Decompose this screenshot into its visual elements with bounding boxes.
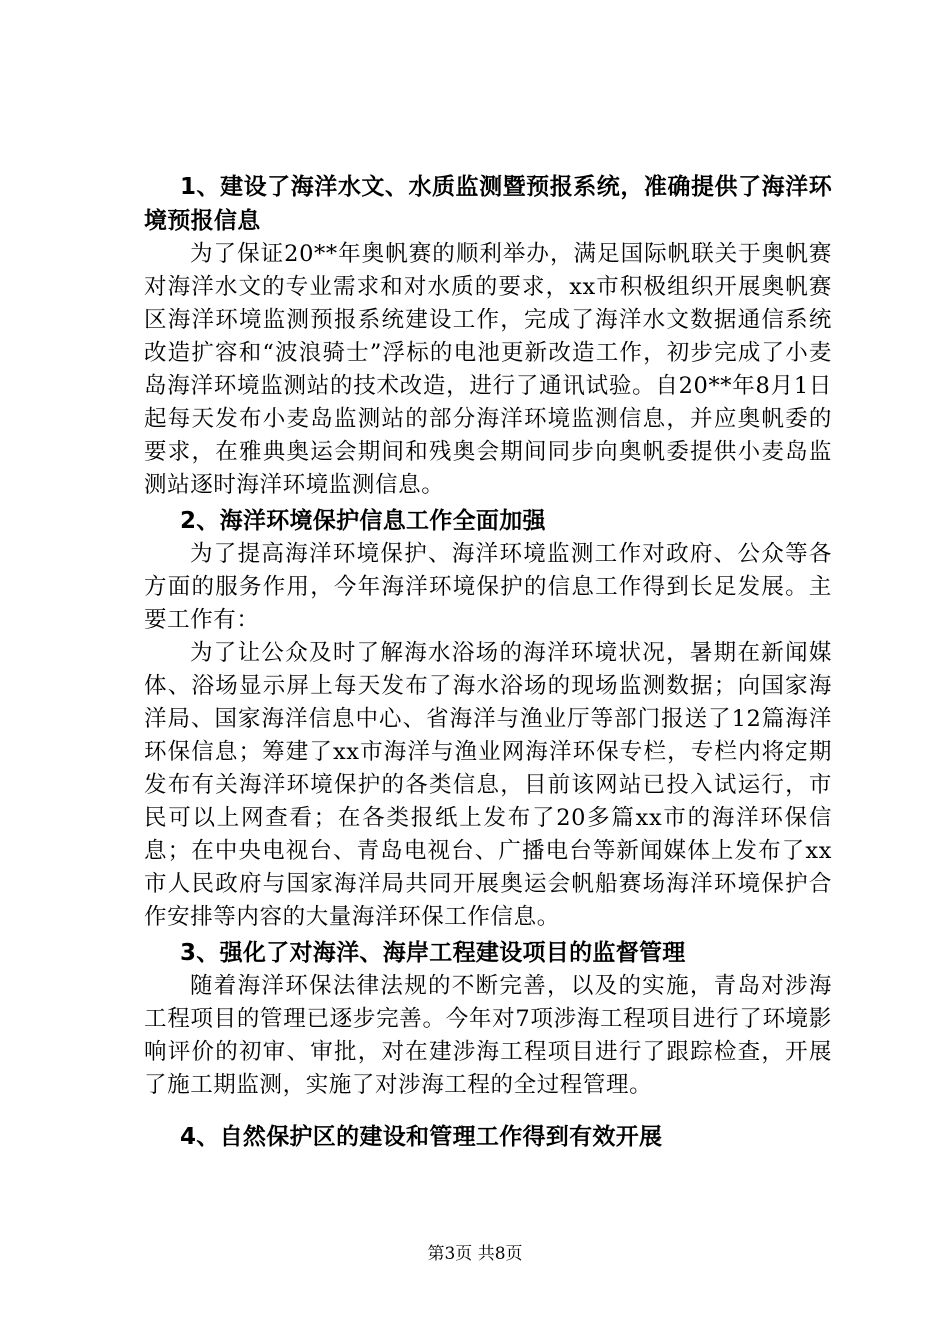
page-number-label: 第3页 共8页	[427, 1244, 523, 1264]
section-heading: 3、强化了对海洋、海岸工程建设项目的监督管理	[180, 940, 686, 966]
paragraph: 为了提高海洋环境保护、海洋环境监测工作对政府、公众等各方面的服务作用，今年海洋环境保护的信息工作得到长足发展。主要工作有：	[144, 541, 832, 633]
page-footer	[0, 1243, 950, 1265]
section-heading: 4、自然保护区的建设和管理工作得到有效开展	[180, 1124, 663, 1150]
section-heading: 2、海洋环境保护信息工作全面加强	[180, 508, 546, 534]
spacer	[144, 1102, 832, 1120]
paragraph: 为了让公众及时了解海水浴场的海洋环境状况，暑期在新闻媒体、浴场显示屏上每天发布了海水浴场的现场监测数据；向国家海洋局、国家海洋信息中心、省海洋与渔业厅等部门报送了12篇海洋环保信息；筹建了xx市海洋与渔业网海洋环保专栏，专栏内将定期发布有关海洋环境保护的各类信息，目前该网站已投入试运行，市民可以上网查看；在各类报纸上发布了20多篇xx市的海洋环保信息；在中央电视台、青岛电视台、广播电台等新闻媒体上发布了xx市人民政府与国家海洋局共同开展奥运会帆船赛场海洋环境保护合作安排等内容的大量海洋环保工作信息。	[144, 640, 832, 930]
section-heading: 1、建设了海洋水文、水质监测暨预报系统，准确提供了海洋环境预报信息	[144, 174, 832, 234]
document-body	[144, 170, 832, 1154]
paragraph: 随着海洋环保法律法规的不断完善，以及的实施，青岛对涉海工程项目的管理已逐步完善。今年对7项涉海工程项目进行了环境影响评价的初审、审批，对在建涉海工程项目进行了跟踪检查，开展了施工期监测，实施了对涉海工程的全过程管理。	[144, 973, 832, 1098]
paragraph: 为了保证20**年奥帆赛的顺利举办，满足国际帆联关于奥帆赛对海洋水文的专业需求和对水质的要求，xx市积极组织开展奥帆赛区海洋环境监测预报系统建设工作，完成了海洋水文数据通信系统改造扩容和“波浪骑士”浮标的电池更新改造工作，初步完成了小麦岛海洋环境监测站的技术改造，进行了通讯试验。自20**年8月1日起每天发布小麦岛监测站的部分海洋环境监测信息，并应奥帆委的要求，在雅典奥运会期间和残奥会期间同步向奥帆委提供小麦岛监测站逐时海洋环境监测信息。	[144, 241, 832, 498]
